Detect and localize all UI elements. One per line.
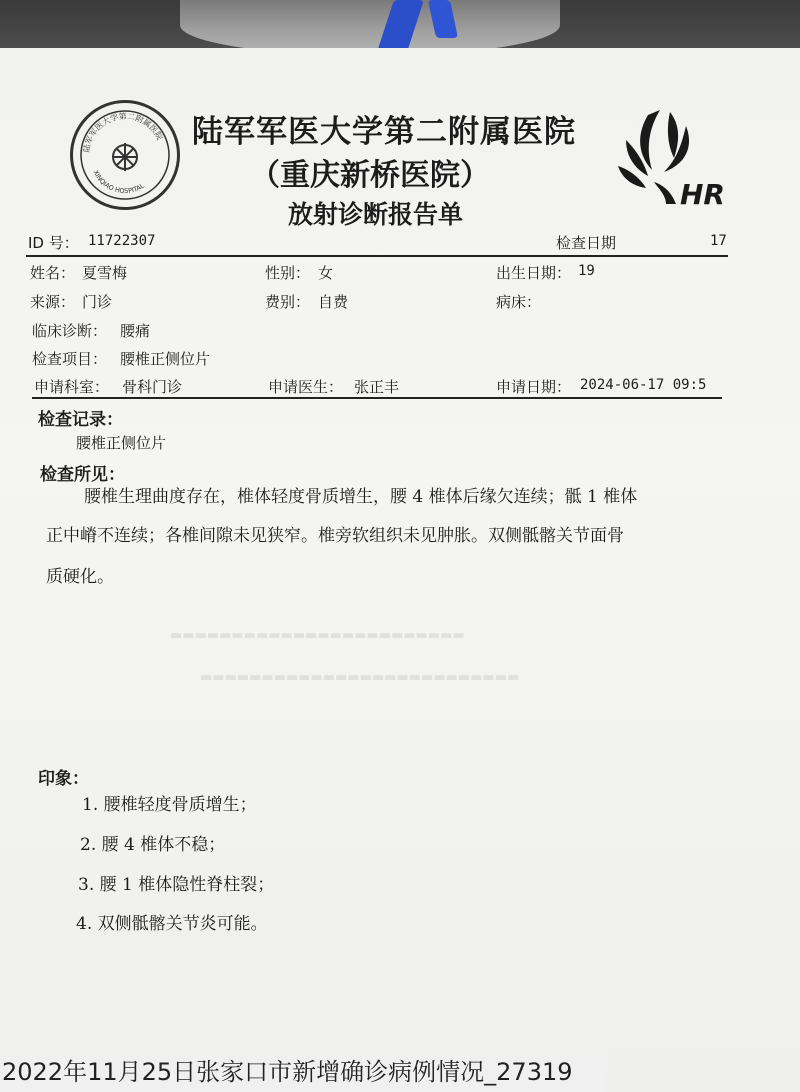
- dob-label: 出生日期：: [496, 264, 572, 282]
- impression-item: 1. 腰椎轻度骨质增生；: [82, 795, 257, 815]
- fee-label: 费别：: [265, 293, 311, 311]
- doctor-value: 张正丰: [354, 378, 400, 396]
- findings-heading: 检查所见：: [40, 465, 125, 485]
- patient-divider: [32, 397, 722, 399]
- record-heading: 检查记录：: [38, 410, 123, 430]
- id-label: ID 号：: [28, 234, 79, 252]
- bleed-through-mark: ▬▬▬▬▬▬▬▬▬▬▬▬▬▬▬▬▬▬▬▬▬▬▬▬▬▬: [200, 670, 520, 685]
- bleed-through-mark: ▬▬▬▬▬▬▬▬▬▬▬▬▬▬▬▬▬▬▬▬▬▬▬▬: [170, 628, 465, 643]
- name-value: 夏雪梅: [82, 264, 128, 282]
- gender-label: 性别：: [265, 264, 311, 282]
- report-title: 放射诊断报告单: [288, 200, 464, 229]
- item-label: 检查项目：: [32, 350, 108, 368]
- impression-heading: 印象：: [38, 769, 89, 789]
- source-label: 来源：: [30, 293, 76, 311]
- dept-label: 申请科室：: [34, 378, 110, 396]
- item-value: 腰椎正侧位片: [120, 350, 211, 368]
- gender-value: 女: [318, 264, 334, 282]
- exam-date-value: 17: [710, 233, 727, 249]
- record-text: 腰椎正侧位片: [76, 434, 167, 452]
- impression-item: 4. 双侧骶髂关节炎可能。: [76, 914, 268, 934]
- name-label: 姓名：: [30, 264, 76, 282]
- clinical-label: 临床诊断：: [32, 322, 108, 340]
- apply-date-value: 2024-06-17 09:5: [580, 377, 707, 393]
- svg-text:陆军军医大学第二附属医院: [81, 111, 164, 153]
- fee-value: 自费: [318, 293, 349, 311]
- dob-value: 19: [578, 263, 595, 279]
- source-value: 门诊: [82, 293, 113, 311]
- image-caption: 2022年11月25日张家口市新增确诊病例情况_27319: [0, 1052, 606, 1092]
- logo-text: HR: [680, 178, 725, 210]
- seal-bottom-text: XINQIAO HOSPITAL: [91, 168, 146, 196]
- hospital-name: 陆军军医大学第二附属医院: [192, 114, 576, 150]
- seal-top-text: 陆军军医大学第二附属医院: [81, 111, 165, 154]
- impression-item: 2. 腰 4 椎体不稳；: [80, 835, 226, 855]
- hospital-alias: （重庆新桥医院）: [250, 158, 490, 193]
- cup-image: [180, 0, 560, 55]
- hospital-logo: [608, 100, 728, 210]
- dept-value: 骨科门诊: [122, 378, 183, 396]
- apply-date-label: 申请日期：: [496, 378, 572, 396]
- hospital-seal: [70, 100, 180, 210]
- findings-line-1: 腰椎生理曲度存在，椎体轻度骨质增生，腰 4 椎体后缘欠连续；骶 1 椎体: [84, 487, 638, 507]
- id-value: 11722307: [88, 233, 156, 249]
- impression-item: 3. 腰 1 椎体隐性脊柱裂；: [78, 875, 275, 895]
- doctor-label: 申请医生：: [268, 378, 344, 396]
- findings-line-2: 正中嵴不连续；各椎间隙未见狭窄。椎旁软组织未见肿胀。双侧骶髂关节面骨: [46, 526, 624, 546]
- clinical-value: 腰痛: [120, 322, 151, 340]
- bed-label: 病床：: [496, 293, 542, 311]
- exam-date-label: 检查日期: [556, 234, 617, 252]
- findings-line-3: 质硬化。: [46, 567, 114, 587]
- header-divider: [26, 255, 728, 257]
